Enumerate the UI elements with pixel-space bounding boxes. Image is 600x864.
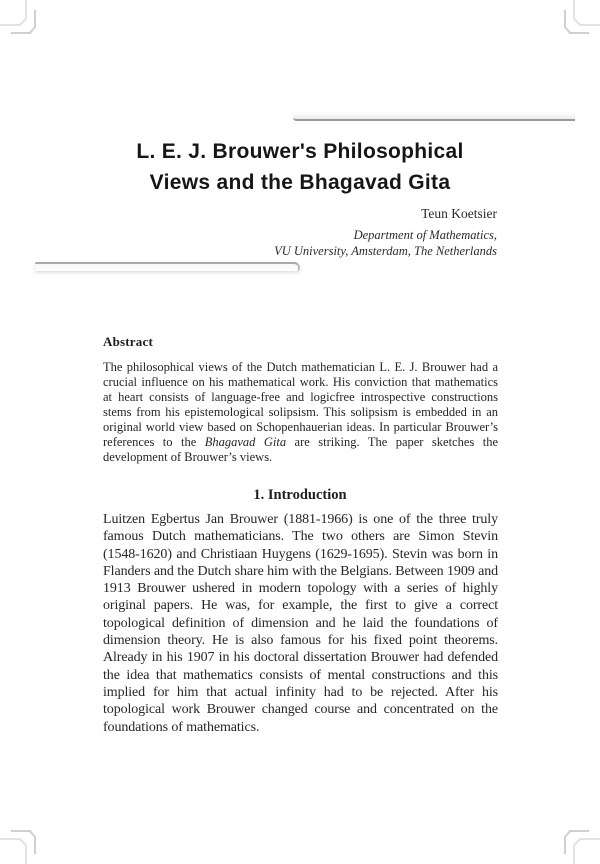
introduction-heading: 1. Introduction [253,487,347,503]
page-corner-fold-top-right [558,0,600,40]
abstract-heading: Abstract [103,334,153,349]
page-corner-fold-bottom-right [558,824,600,864]
page-corner-fold-top-left [0,0,42,40]
page-curl-edge-left [35,262,300,271]
page-corner-fold-bottom-left [0,824,42,864]
abstract-text-after: are striking. The paper sketches the development of Brouwer’s views. [103,435,498,464]
affiliation-line1: Department of Mathematics, [353,228,497,242]
abstract-text-before: The philosophical views of the Dutch mathematician L. E. J. Brouwer had a crucial influence on his mathematical work. His conviction that mathematics at heart consists of language-free and logicfree introspective constructions stems from his epistemological solipsism. This solipsism is embedded in an original world view based on Schopenhauerian ideas. In particular Brouwer’s references to the [103,360,498,449]
introduction-body: Luitzen Egbertus Jan Brouwer (1881-1966) is one of the three truly famous Dutch mathematicians. The two others are Simon Stevin (1548-1620) and Christiaan Huygens (1629-1695). Stevin was born in Flanders and the Dutch share him with the Belgians. Between 1909 and 1913 Brouwer ushered in modern topology with a series of highly original papers. He was, for example, the first to give a correct topological definition of dimension and he laid the foundations of dimension theory. He is also famous for his fixed point theorems. Already in his 1907 in his doctoral dissertation Brouwer had defended the idea that mathematics consists of mental constructions and this implied for him that actual infinity had to be rejected. After his topological work Brouwer changed course and concentrated on the foundations of mathematics. [103,512,498,735]
abstract-body [103,360,498,465]
abstract-text-italic-bhagavad-gita: Bhagavad Gita [204,435,287,449]
page-edge-shadow-top-right [293,111,575,121]
affiliation-line2: VU University, Amsterdam, The Netherlands [274,243,497,258]
author-name: Teun Koetsier [421,206,497,221]
paper-title [0,136,600,198]
paper-title-line1: L. E. J. Brouwer's Philosophical [136,140,464,163]
paper-title-line2: Views and the Bhagavad Gita [149,171,451,194]
author-block [274,206,497,259]
